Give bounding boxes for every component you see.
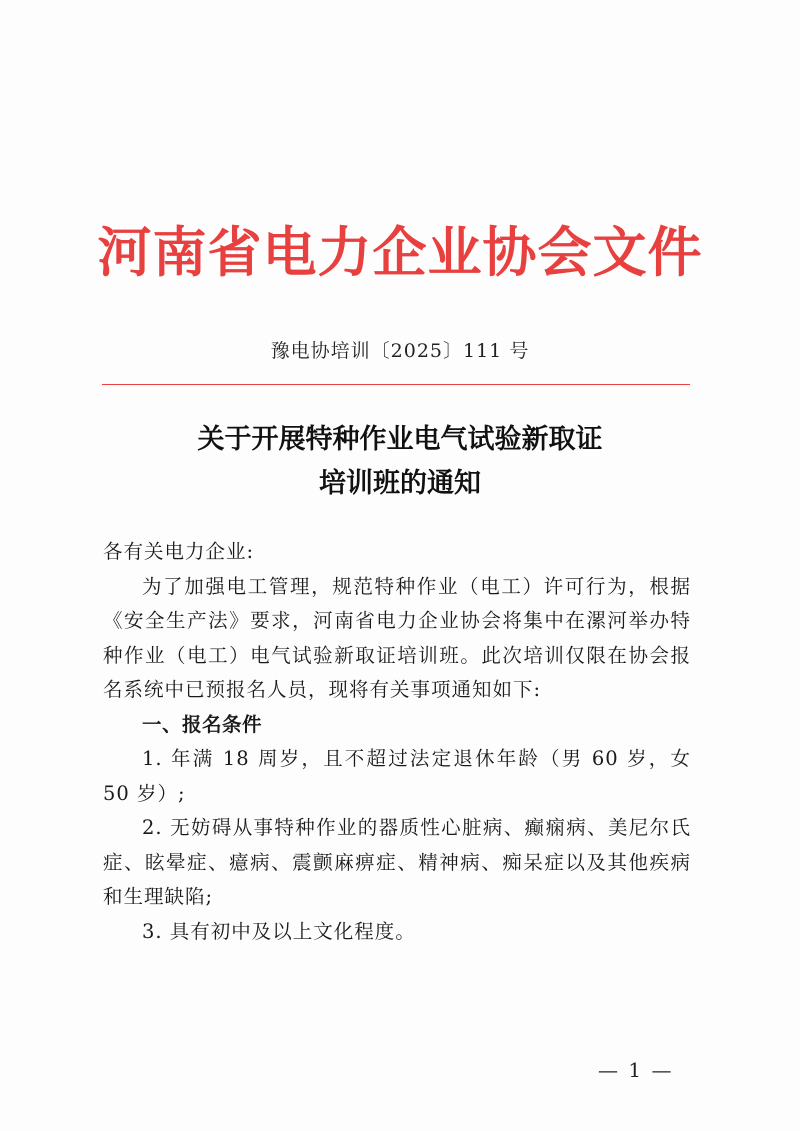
notice-body: [103, 535, 691, 949]
notice-title-line-1: 关于开展特种作业电气试验新取证: [197, 424, 603, 455]
condition-item-1: 1. 年满 18 周岁，且不超过法定退休年龄（男 60 岁，女 50 岁）;: [103, 747, 691, 805]
notice-title-line-2: 培训班的通知: [319, 468, 481, 499]
salutation: 各有关电力企业:: [103, 540, 255, 563]
section-heading-registration-conditions: 一、报名条件: [142, 712, 263, 736]
red-divider-line: [102, 384, 690, 385]
condition-item-2: 2. 无妨碍从事特种作业的器质性心脏病、癫痫病、美尼尔氏症、眩晕症、癔病、震颤麻痹症、精神病、痴呆症以及其他疾病和生理缺陷;: [103, 816, 691, 908]
notice-title: [0, 418, 800, 506]
intro-paragraph: 为了加强电工管理，规范特种作业（电工）许可行为，根据《安全生产法》要求，河南省电力企业协会将集中在漯河举办特种作业（电工）电气试验新取证培训班。此次培训仅限在协会报名系统中已预报名人员，现将有关事项通知如下:: [103, 574, 691, 701]
document-number: 豫电协培训〔2025〕111 号: [270, 340, 530, 362]
page-number: — 1 —: [598, 1058, 674, 1082]
org-header: 河南省电力企业协会文件: [97, 220, 703, 284]
condition-item-3: 3. 具有初中及以上文化程度。: [142, 919, 416, 943]
